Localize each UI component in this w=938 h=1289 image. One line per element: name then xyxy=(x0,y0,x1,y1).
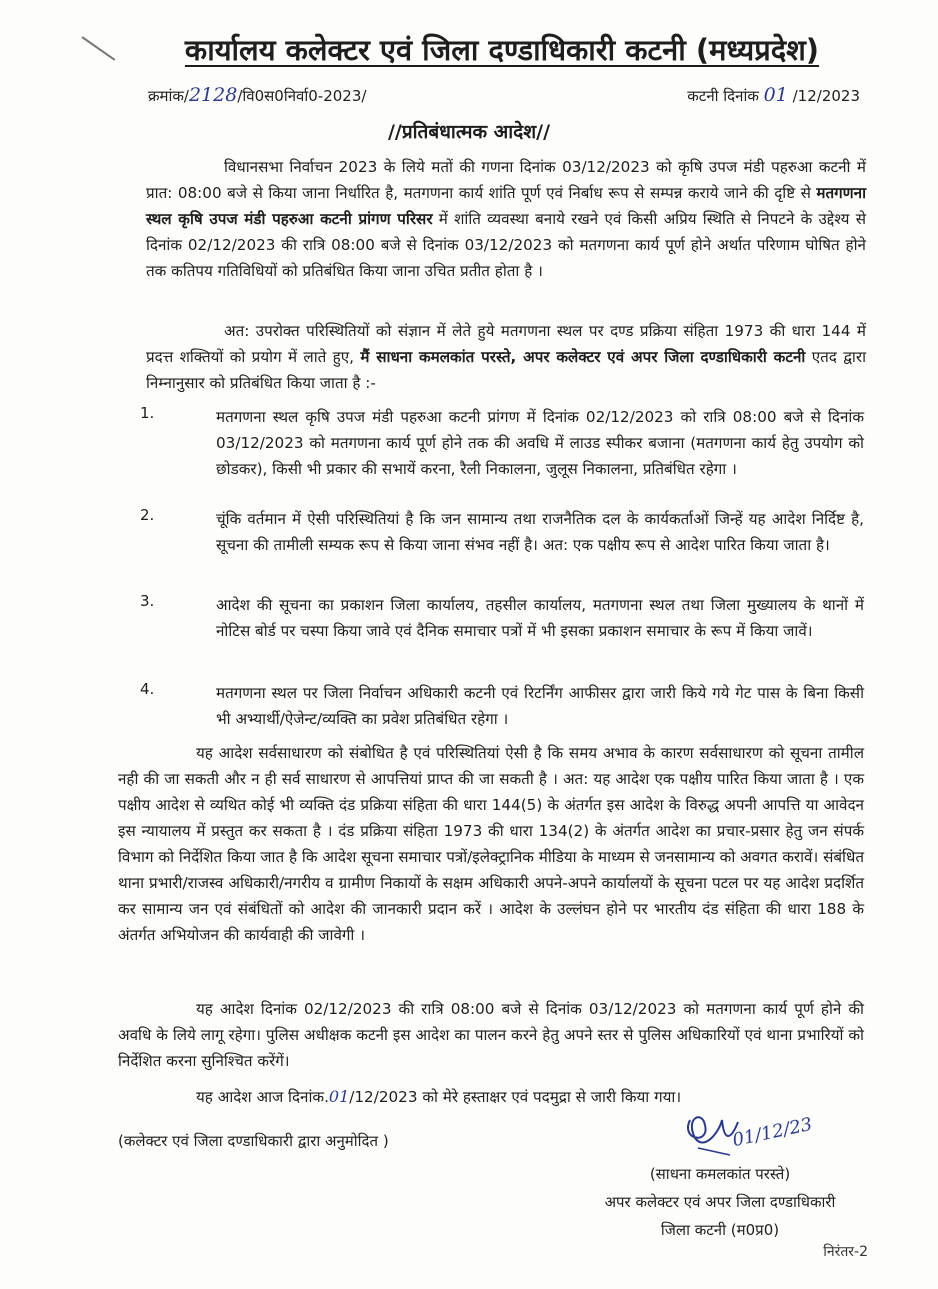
date-day-handwritten: 01 xyxy=(763,84,788,106)
signature-block xyxy=(560,1160,880,1244)
paragraph-4: यह आदेश दिनांक 02/12/2023 की रात्रि 08:00 बजे से दिनांक 03/12/2023 को मतगणना कार्य पूर्ण होने की अवधि के लिये लागू रहेगा। पुलिस अधीक्षक कटनी इस आदेश का पालन करने हेतु अपने स्तर से पुलिस अधिकारियों एवं थाना प्रभारियों को निर्देशित करना सुनिश्चित करेंगें। xyxy=(118,1000,864,1070)
item-3-number: 3. xyxy=(140,592,155,610)
paragraph-2 xyxy=(146,318,866,396)
item-3-text: आदेश की सूचना का प्रकाशन जिला कार्यालय, तहसील कार्यालय, मतगणना स्थल तथा जिला मुख्यालय के थानों में नोटिस बोर्ड पर चस्पा किया जावे एवं दैनिक समाचार पत्रों में भी इसका प्रकाशन समाचार के रूप में किया जावें। xyxy=(216,596,864,640)
office-header-title: कार्यालय कलेक्टर एवं जिला दण्डाधिकारी कटनी (मध्यप्रदेश) xyxy=(184,33,820,67)
issue-date xyxy=(687,84,860,106)
ref-number-handwritten: 2128 xyxy=(188,84,238,106)
item-4-number: 4. xyxy=(140,680,155,698)
date-prefix: कटनी दिनांक xyxy=(687,87,759,105)
item-1-number: 1. xyxy=(140,404,155,422)
continued-marker: निरंतर-2 xyxy=(823,1244,868,1260)
signatory-office: जिला कटनी (म0प्र0) xyxy=(660,1221,780,1239)
item-2-number: 2. xyxy=(140,506,155,524)
item-1-text: मतगणना स्थल कृषि उपज मंडी पहरुआ कटनी प्रांगण में दिनांक 02/12/2023 को रात्रि 08:00 बजे से दिनांक 03/12/2023 को मतगणना कार्य पूर्ण होने तक की अवधि में लाउड स्पीकर बजाना (मतगणना कार्य हेतु उपयोग को छोडकर), किसी भी प्रकार की सभायें करना, रैली निकालना, जुलूस निकालना, प्रतिबंधित रहेगा । xyxy=(216,408,864,478)
approval-note: (कलेक्टर एवं जिला दण्डाधिकारी द्वारा अनुमोदित ) xyxy=(118,1132,389,1150)
order-title: //प्रतिबंधात्मक आदेश// xyxy=(387,121,551,143)
p1-text: विधानसभा निर्वाचन 2023 के लिये मतों की गणना दिनांक 03/12/2023 को कृषि उपज मंडी पहरुआ कटनी में प्रात: 08:00 बजे से किया जाना निर्धारित है, मतगणना कार्य शांति पूर्ण एवं निर्बाध रूप से सम्पन्न कराये जाने की दृष्टि से xyxy=(146,158,866,202)
p1-bold: मतगणना स्थल कृषि उपज मंडी पहरुआ कटनी प्रांगण परिसर xyxy=(146,184,867,228)
ref-prefix: क्रमांक/ xyxy=(148,87,189,105)
paragraph-1 xyxy=(146,154,866,284)
signature-area xyxy=(660,1100,820,1160)
item-4-text: मतगणना स्थल पर जिला निर्वाचन अधिकारी कटनी एवं रिटर्निंग आफीसर द्वारा जारी किये गये गेट पास के बिना किसी भी अभ्यार्थी/ऐजेन्ट/व्यक्ति का प्रवेश प्रतिबंधित रहेगा । xyxy=(216,684,864,728)
signature-date-handwritten: 01/12/23 xyxy=(730,1113,815,1152)
p5-prefix: यह आदेश आज दिनांक. xyxy=(196,1088,329,1106)
reference-number xyxy=(148,84,366,106)
corner-mark xyxy=(81,36,115,61)
ref-suffix: /वि0स0निर्वा0-2023/ xyxy=(237,87,367,105)
p2-end: एतद द्वारा निम्नानुसार को प्रतिबंधित किया जाता है :- xyxy=(146,348,867,392)
signatory-designation: अपर कलेक्टर एवं अपर जिला दण्डाधिकारी xyxy=(604,1193,836,1211)
p1-end: में शांति व्यवस्था बनाये रखने एवं किसी अप्रिय स्थिति से निपटने के उद्देश्य से दिनांक 02/12/2023 की रात्रि 08:00 बजे से दिनांक 03/12/2023 को मतगणना कार्य पूर्ण होने अर्थात परिणाम घोषित होने तक कतिपय गतिविधियों को प्रतिबंधित किया जाना उचित प्रतीत होता है । xyxy=(146,210,866,280)
item-2-text: चूंकि वर्तमान में ऐसी परिस्थितियां है कि जन सामान्य तथा राजनैतिक दल के कार्यकर्ताओं जिन्हें यह आदेश निर्दिष्ट है, सूचना की तामीली सम्यक रूप से किया जाना संभव नहीं है। अत: एक पक्षीय रूप से आदेश पारित किया जाता है। xyxy=(216,510,864,554)
signatory-name: (साधना कमलकांत परस्ते) xyxy=(649,1165,791,1183)
p5-day-handwritten: 01 xyxy=(328,1087,350,1106)
paragraph-3: यह आदेश सर्वसाधारण को संबोधित है एवं परिस्थितियां ऐसी है कि समय अभाव के कारण सर्वसाधारण को सूचना तामील नही की जा सकती और न ही सर्व साधारण से आपत्तियां प्राप्त की जा सकती है । अत: यह आदेश एक पक्षीय पारित किया जाता है । एक पक्षीय आदेश से व्यथित कोई भी व्यक्ति दंड प्रक्रिया संहिता की धारा 144(5) के अंतर्गत इस आदेश के विरुद्ध अपनी आपत्ति या आवेदन इस न्यायालय में प्रस्तुत कर सकता है । दंड प्रक्रिया संहिता 1973 की धारा 134(2) के अंतर्गत आदेश का प्रचार-प्रसार हेतु जन संपर्क विभाग को निर्देशित किया जात है कि आदेश सूचना समाचार पत्रों/इलेक्ट्रानिक मीडिया के माध्यम से जनसामान्य को अवगत करावें। संबंधित थाना प्रभारी/राजस्व अधिकारी/नगरीय व ग्रामीण निकायों के सक्षम अधिकारी अपने-अपने कार्यालयों के सूचना पटल पर यह आदेश प्रदर्शित कर सामान्य जन एवं संबंधितों को आदेश की जानकारी प्रदान करें । आदेश के उल्लंघन होने पर भारतीय दंड संहिता की धारा 188 के अंतर्गत अभियोजन की कार्यवाही की जावेगी । xyxy=(118,744,864,944)
reference-line xyxy=(148,84,860,112)
p2-text: अत: उपरोक्त परिस्थितियों को संज्ञान में लेते हुये मतगणना स्थल पर दण्ड प्रक्रिया संहिता 1973 की धारा 144 में प्रदत्त शक्तियों को प्रयोग में लाते हुए, xyxy=(146,322,866,366)
p2-bold: मैं साधना कमलकांत परस्ते, अपर कलेक्टर एवं अपर जिला दण्डाधिकारी कटनी xyxy=(360,348,806,366)
p5-suffix: /12/2023 को मेरे हस्ताक्षर एवं पदमुद्रा से जारी किया गया। xyxy=(349,1088,682,1106)
date-suffix: /12/2023 xyxy=(792,87,860,105)
